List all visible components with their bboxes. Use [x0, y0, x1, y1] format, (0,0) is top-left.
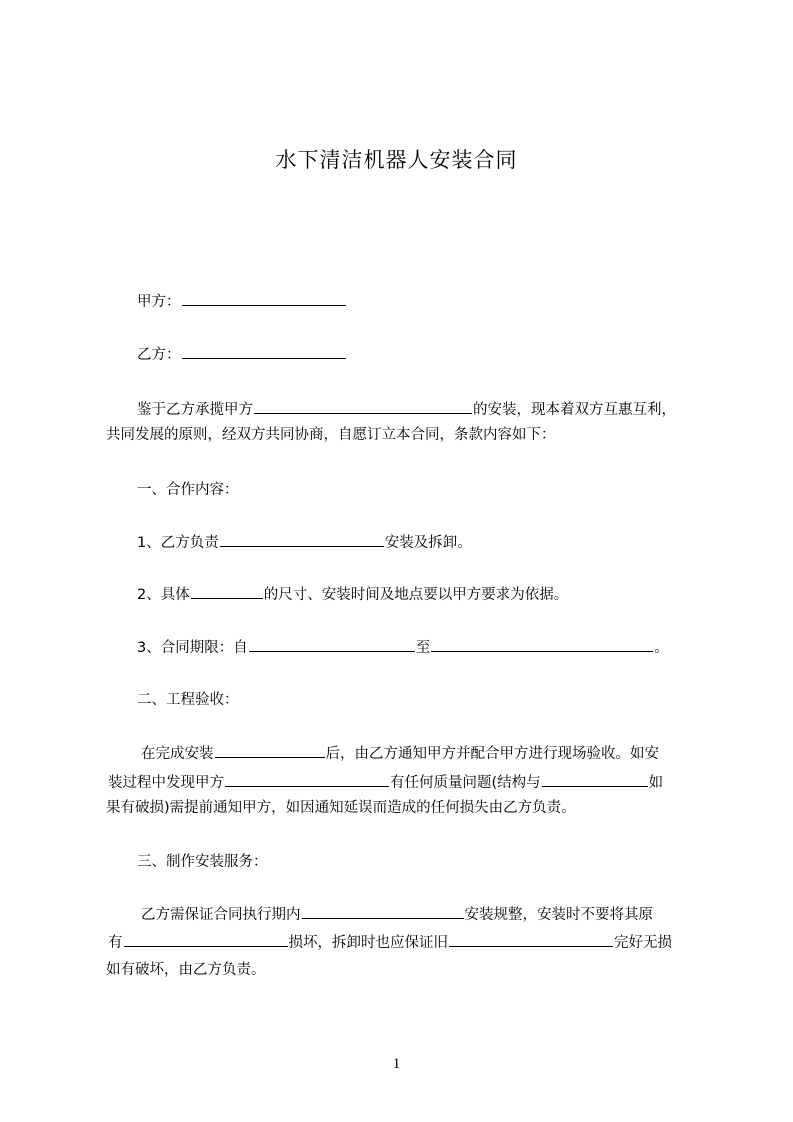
item3-text-b: 至: [415, 640, 431, 656]
intro-line-2: 共同发展的原则，经双方共同协商，自愿订立本合同，条款内容如下：: [106, 427, 556, 443]
item3-start-blank[interactable]: [249, 637, 415, 652]
item2-blank[interactable]: [191, 584, 263, 599]
s3-text-d: 损坏，拆卸时也应保证旧: [288, 935, 448, 951]
party-b-line: [137, 344, 347, 365]
s2-text-c: 装过程中发现甲方: [108, 775, 224, 791]
page-number: 1: [392, 1056, 401, 1072]
section1-item3: [137, 637, 669, 658]
section2-line-1: [141, 743, 659, 764]
s2-text-b: 后，由乙方通知甲方并配合甲方进行现场验收。如安: [325, 746, 659, 762]
s3-old-blank[interactable]: [449, 932, 613, 947]
section2-heading: 二、工程验收：: [137, 692, 239, 708]
section2-line-3: 果有破损)需提前通知甲方，如因通知延误而造成的任何损失由乙方负责。: [106, 800, 576, 816]
s3-text-a: 乙方需保证合同执行期内: [141, 907, 301, 923]
party-a-label: 甲方：: [137, 294, 181, 310]
party-a-line: [137, 291, 347, 312]
section2-line-2: [108, 772, 663, 793]
section1-item1: [137, 532, 472, 553]
item1-text-b: 安装及拆卸。: [384, 535, 472, 551]
s3-period-blank[interactable]: [302, 904, 464, 919]
s2-item-blank[interactable]: [225, 772, 389, 787]
s2-text-d: 有任何质量问题(结构与: [390, 775, 541, 791]
section3-heading: 三、制作安装服务：: [137, 854, 268, 870]
s2-structure-blank[interactable]: [542, 772, 648, 787]
item1-text-a: 1、乙方负责: [137, 535, 219, 551]
intro-text-1: 鉴于乙方承揽甲方: [137, 402, 253, 418]
s3-text-e: 完好无损: [614, 935, 672, 951]
item1-blank[interactable]: [220, 532, 384, 547]
s3-text-b: 安装规整，安装时不要将其原: [464, 907, 653, 923]
section3-line-3: 如有破坏，由乙方负责。: [106, 962, 266, 978]
intro-project-blank[interactable]: [254, 399, 472, 414]
intro-line-1: [137, 399, 676, 420]
s2-install-blank[interactable]: [215, 743, 325, 758]
s2-text-a: 在完成安装: [141, 746, 214, 762]
section1-heading: 一、合作内容：: [137, 482, 239, 498]
s3-original-blank[interactable]: [124, 932, 288, 947]
item2-text-a: 2、具体: [137, 587, 190, 603]
party-b-label: 乙方：: [137, 347, 181, 363]
section3-line-1: [141, 904, 653, 925]
item3-end-blank[interactable]: [431, 637, 653, 652]
item2-text-b: 的尺寸、安装时间及地点要以甲方要求为依据。: [263, 587, 569, 603]
document-title: 水下清洁机器人安装合同: [275, 148, 518, 172]
party-b-blank[interactable]: [182, 344, 346, 359]
section1-item2: [137, 584, 568, 605]
s3-text-c: 有: [108, 935, 123, 951]
intro-text-2: 的安装，现本着双方互惠互利，: [473, 402, 676, 418]
item3-text-a: 3、合同期限：自: [137, 640, 248, 656]
s2-text-e: 如: [648, 775, 664, 791]
item3-text-c: 。: [654, 640, 669, 656]
party-a-blank[interactable]: [182, 291, 346, 306]
section3-line-2: [108, 932, 672, 953]
